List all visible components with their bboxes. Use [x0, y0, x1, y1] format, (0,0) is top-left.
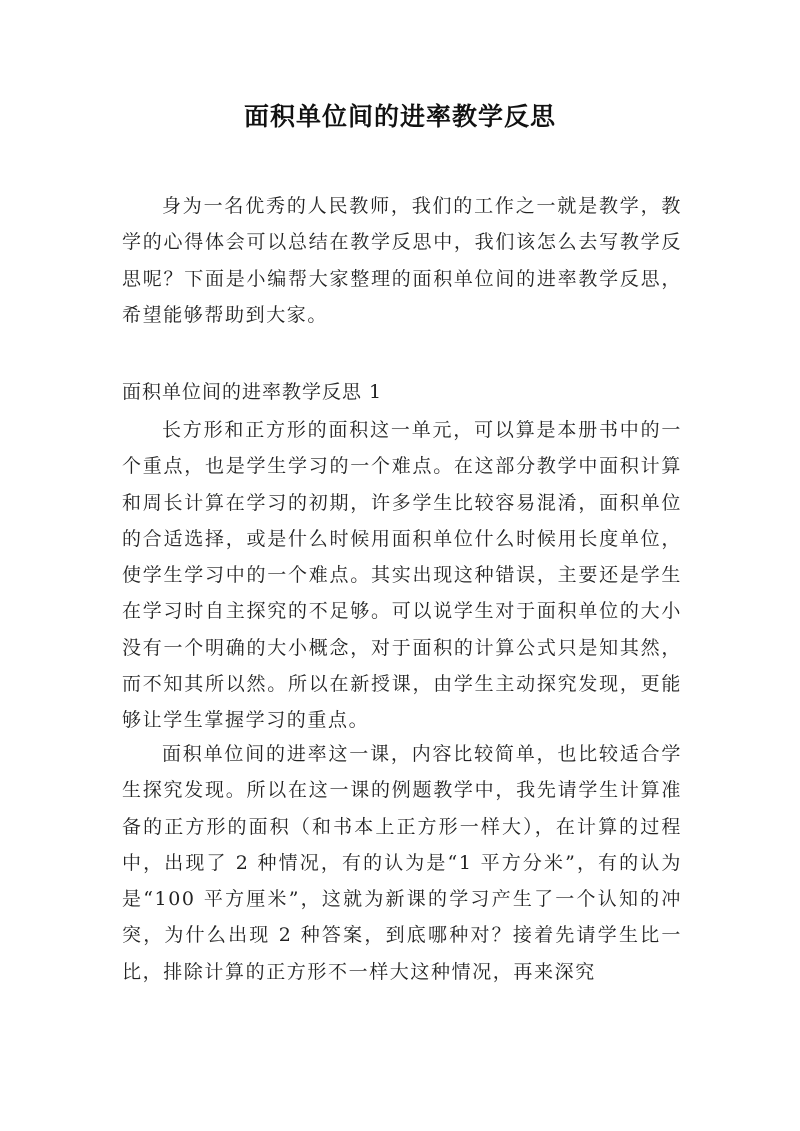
- intro-paragraph: 身为一名优秀的人民教师，我们的工作之一就是教学，教学的心得体会可以总结在教学反思中，我们该怎么去写教学反思呢？下面是小编帮大家整理的面积单位间的进率教学反思，希望能够帮助到大家。: [122, 195, 682, 326]
- section-heading: 面积单位间的进率教学反思 1: [122, 381, 383, 403]
- body-paragraph-1: 长方形和正方形的面积这一单元，可以算是本册书中的一个重点，也是学生学习的一个难点。在这部分教学中面积计算和周长计算在学习的初期，许多学生比较容易混淆，面积单位的合适选择，或是什么时候用面积单位什么时候用长度单位，使学生学习中的一个难点。其实出现这种错误，主要还是学生在学习时自主探究的不足够。可以说学生对于面积单位的大小没有一个明确的大小概念，对于面积的计算公式只是知其然，而不知其所以然。所以在新授课，由学生主动探究发现，更能够让学生掌握学习的重点。: [122, 419, 682, 732]
- body-paragraph-2: 面积单位间的进率这一课，内容比较简单，也比较适合学生探究发现。所以在这一课的例题教学中，我先请学生计算准备的正方形的面积（和书本上正方形一样大），在计算的过程中，出现了 2 种情况，有的认为是“1 平方分米”，有的认为是“100 平方厘米”，这就为新课的学习产生了一个认知的冲突，为什么出现 2 种答案，到底哪种对？接着先请学生比一比，排除计算的正方形不一样大这种情况，再来深究: [122, 743, 682, 983]
- document-title: 面积单位间的进率教学反思: [243, 102, 556, 131]
